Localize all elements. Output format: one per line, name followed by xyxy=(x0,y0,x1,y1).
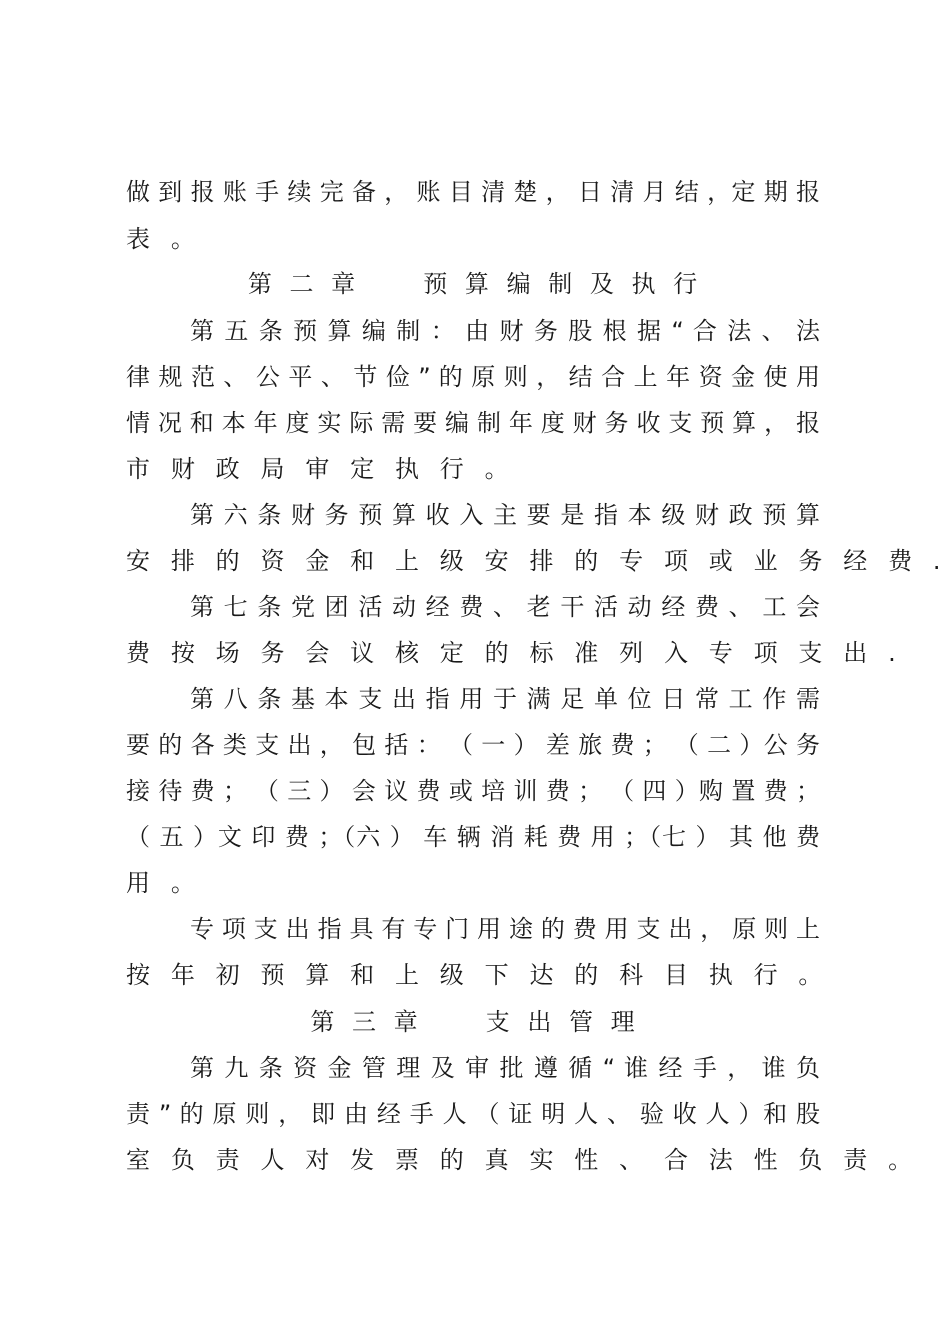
paragraph-line: 第 五 条 预 算 编 制 ： 由 财 务 股 根 据 “ 合 法 、 法 xyxy=(190,317,820,345)
paragraph-line: 第 六 条 财 务 预 算 收 入 主 要 是 指 本 级 财 政 预 算 xyxy=(190,501,820,529)
paragraph-line: 做 到 报 账 手 续 完 备 ， 账 目 清 楚 ， 日 清 月 结 ，定 期 报 xyxy=(126,178,820,206)
chapter-heading: 第 二 章 预 算 编 制 及 执 行 xyxy=(247,270,703,298)
paragraph-line: 安 排 的 资 金 和 上 级 安 排 的 专 项 或 业 务 经 费 . xyxy=(126,547,948,575)
paragraph-line: 情 况 和 本 年 度 实 际 需 要 编 制 年 度 财 务 收 支 预 算 ， 报 xyxy=(126,409,820,437)
paragraph-line: 表 。 xyxy=(126,225,202,253)
paragraph-line: 接 待 费 ； （ 三 ） 会 议 费 或 培 训 费 ； （ 四 ）购 置 费 ； xyxy=(126,777,820,805)
paragraph-line: 第 七 条 党 团 活 动 经 费 、 老 干 活 动 经 费 、 工 会 xyxy=(190,593,820,621)
paragraph-line: 要 的 各 类 支 出 ， 包 括 ： （ 一 ） 差 旅 费 ； （ 二 ）公 务 xyxy=(126,731,820,759)
paragraph-line: 室 负 责 人 对 发 票 的 真 实 性 、 合 法 性 负 责 。 xyxy=(126,1146,919,1174)
paragraph-line: 按 年 初 预 算 和 上 级 下 达 的 科 目 执 行 。 xyxy=(126,961,830,989)
paragraph-line: （ 五 ）文 印 费 ；（六 ） 车 辆 消 耗 费 用 ；（七 ） 其 他 费 xyxy=(126,823,820,851)
paragraph-line: 第 九 条 资 金 管 理 及 审 批 遵 循 “ 谁 经 手 ， 谁 负 xyxy=(190,1054,820,1082)
paragraph-line: 律 规 范 、 公 平 、 节 俭 ” 的 原 则 ， 结 合 上 年 资 金 使 用 xyxy=(126,363,820,391)
chapter-heading: 第 三 章 支 出 管 理 xyxy=(310,1008,640,1036)
paragraph-line: 市 财 政 局 审 定 执 行 。 xyxy=(126,455,516,483)
paragraph-line: 专 项 支 出 指 具 有 专 门 用 途 的 费 用 支 出 ， 原 则 上 xyxy=(190,915,820,943)
paragraph-line: 第 八 条 基 本 支 出 指 用 于 满 足 单 位 日 常 工 作 需 xyxy=(190,685,820,713)
paragraph-line: 责 ” 的 原 则 ， 即 由 经 手 人 （ 证 明 人 、 验 收 人 ）和 股 xyxy=(126,1100,820,1128)
paragraph-line: 费 按 场 务 会 议 核 定 的 标 准 列 入 专 项 支 出 . xyxy=(126,639,903,667)
paragraph-line: 用 。 xyxy=(126,869,202,897)
